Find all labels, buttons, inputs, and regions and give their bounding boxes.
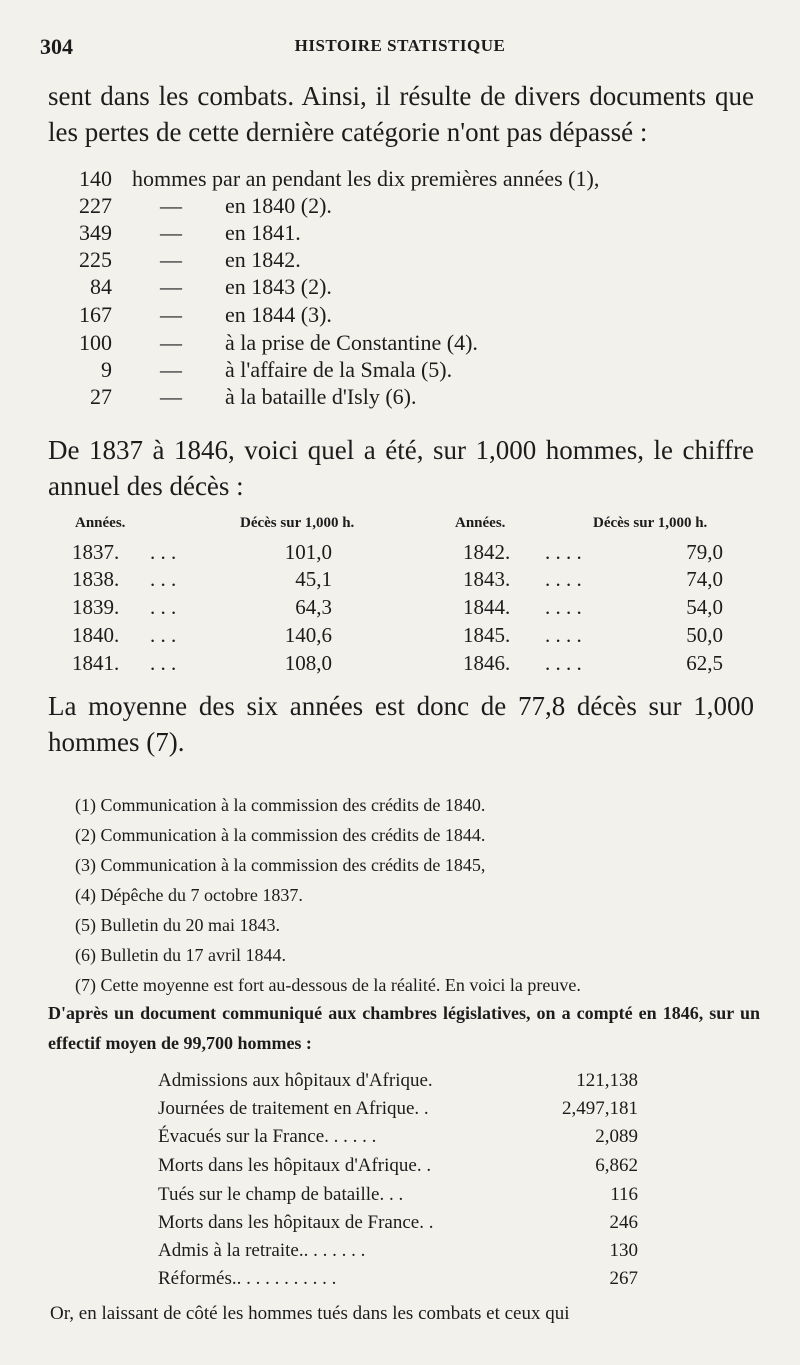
loss-text: en 1842. (225, 247, 301, 272)
leader-dots: . . . . (545, 623, 582, 647)
footnote-paragraph: D'après un document communiqué aux chambres législatives, on a compté en 1846, sur un effectif moyen de 99,700 hommes : (48, 1003, 760, 1053)
count-label: Admis à la retraite.. . . . . . . (158, 1240, 366, 1261)
count-label: Tués sur le champ de bataille. . . (158, 1184, 404, 1205)
table-header-year-right: Années. (455, 515, 506, 531)
year-cell: 1841. (72, 651, 120, 675)
footnote: (5) Bulletin du 20 mai 1843. (75, 915, 280, 935)
loss-dash: — (160, 220, 182, 245)
count-label: Évacués sur la France. . . . . . (158, 1126, 377, 1147)
count-value: 6,862 (595, 1155, 638, 1176)
loss-text: à la prise de Constantine (4). (225, 330, 478, 355)
leader-dots: . . . . (545, 540, 582, 564)
running-title: HISTOIRE STATISTIQUE (294, 36, 506, 55)
count-label: Réformés.. . . . . . . . . . . (158, 1268, 337, 1289)
leader-dots: . . . (150, 651, 177, 675)
death-rate-cell: 54,0 (686, 595, 723, 619)
table-header-year-left: Années. (75, 515, 126, 531)
loss-dash: — (160, 330, 182, 355)
footnote: (7) Cette moyenne est fort au-dessous de la réalité. En voici la preuve. (75, 975, 581, 995)
death-rate-cell: 101,0 (284, 540, 332, 564)
loss-text: hommes par an pendant les dix premières années (1), (132, 166, 600, 191)
year-cell: 1840. (72, 623, 120, 647)
count-label: Morts dans les hôpitaux d'Afrique. . (158, 1155, 432, 1176)
death-rate-cell: 64,3 (295, 595, 332, 619)
footnote: (3) Communication à la commission des crédits de 1845, (75, 855, 486, 875)
loss-dash: — (160, 384, 182, 409)
loss-number: 227 (79, 193, 112, 218)
footnote: (2) Communication à la commission des crédits de 1844. (75, 825, 486, 845)
loss-dash: — (160, 247, 182, 272)
death-rate-cell: 50,0 (686, 623, 723, 647)
leader-dots: . . . (150, 567, 177, 591)
year-cell: 1845. (463, 623, 511, 647)
death-rate-cell: 45,1 (295, 567, 332, 591)
leader-dots: . . . . (545, 595, 582, 619)
loss-text: à l'affaire de la Smala (5). (225, 357, 453, 382)
footnote: (4) Dépêche du 7 octobre 1837. (75, 885, 303, 905)
loss-number: 349 (79, 220, 112, 245)
count-value: 2,497,181 (562, 1098, 638, 1119)
count-value: 246 (609, 1212, 638, 1233)
leader-dots: . . . (150, 623, 177, 647)
count-value: 2,089 (595, 1126, 638, 1147)
loss-dash: — (160, 357, 182, 382)
loss-number: 225 (79, 247, 112, 272)
year-cell: 1842. (463, 540, 511, 564)
count-value: 116 (610, 1184, 638, 1205)
loss-number: 100 (79, 330, 112, 355)
opening-paragraph: sent dans les combats. Ainsi, il résulte de divers documents que les pertes de cette dernière catégorie n'ont pas dépassé : (48, 81, 754, 147)
loss-number: 27 (90, 384, 112, 409)
loss-number: 9 (101, 357, 112, 382)
footnote: (6) Bulletin du 17 avril 1844. (75, 945, 286, 965)
loss-text: en 1844 (3). (225, 302, 332, 327)
deaths-intro-paragraph: De 1837 à 1846, voici quel a été, sur 1,000 hommes, le chiffre annuel des décès : (48, 435, 754, 501)
year-cell: 1837. (72, 540, 120, 564)
count-value: 121,138 (576, 1070, 638, 1091)
loss-text: en 1841. (225, 220, 301, 245)
table-header-deaths-left: Décès sur 1,000 h. (240, 515, 355, 531)
year-cell: 1843. (463, 567, 511, 591)
count-value: 267 (609, 1268, 638, 1289)
footer-continuation-line: Or, en laissant de côté les hommes tués dans les combats et ceux qui (50, 1303, 570, 1324)
count-label: Admissions aux hôpitaux d'Afrique. (158, 1070, 433, 1091)
loss-text: à la bataille d'Isly (6). (225, 384, 417, 409)
loss-dash: — (160, 274, 182, 299)
leader-dots: . . . (150, 595, 177, 619)
page-number: 304 (40, 34, 73, 59)
count-value: 130 (609, 1240, 638, 1261)
loss-text: en 1843 (2). (225, 274, 332, 299)
year-cell: 1838. (72, 567, 120, 591)
year-cell: 1839. (72, 595, 120, 619)
leader-dots: . . . (150, 540, 177, 564)
death-rate-cell: 62,5 (686, 651, 723, 675)
loss-number: 167 (79, 302, 112, 327)
loss-number: 140 (79, 166, 112, 191)
loss-text: en 1840 (2). (225, 193, 332, 218)
death-rate-cell: 140,6 (284, 623, 332, 647)
death-rate-cell: 108,0 (284, 651, 332, 675)
loss-number: 84 (90, 274, 112, 299)
death-rate-cell: 79,0 (686, 540, 723, 564)
count-label: Morts dans les hôpitaux de France. . (158, 1212, 434, 1233)
table-header-deaths-right: Décès sur 1,000 h. (593, 515, 708, 531)
leader-dots: . . . . (545, 567, 582, 591)
average-paragraph: La moyenne des six années est donc de 77,8 décès sur 1,000 hommes (7). (48, 691, 754, 757)
year-cell: 1844. (463, 595, 511, 619)
count-label: Journées de traitement en Afrique. . (158, 1098, 429, 1119)
loss-dash: — (160, 193, 182, 218)
page-header (40, 34, 760, 60)
loss-dash: — (160, 302, 182, 327)
death-rate-cell: 74,0 (686, 567, 723, 591)
footnote: (1) Communication à la commission des crédits de 1840. (75, 795, 486, 815)
year-cell: 1846. (463, 651, 511, 675)
leader-dots: . . . . (545, 651, 582, 675)
